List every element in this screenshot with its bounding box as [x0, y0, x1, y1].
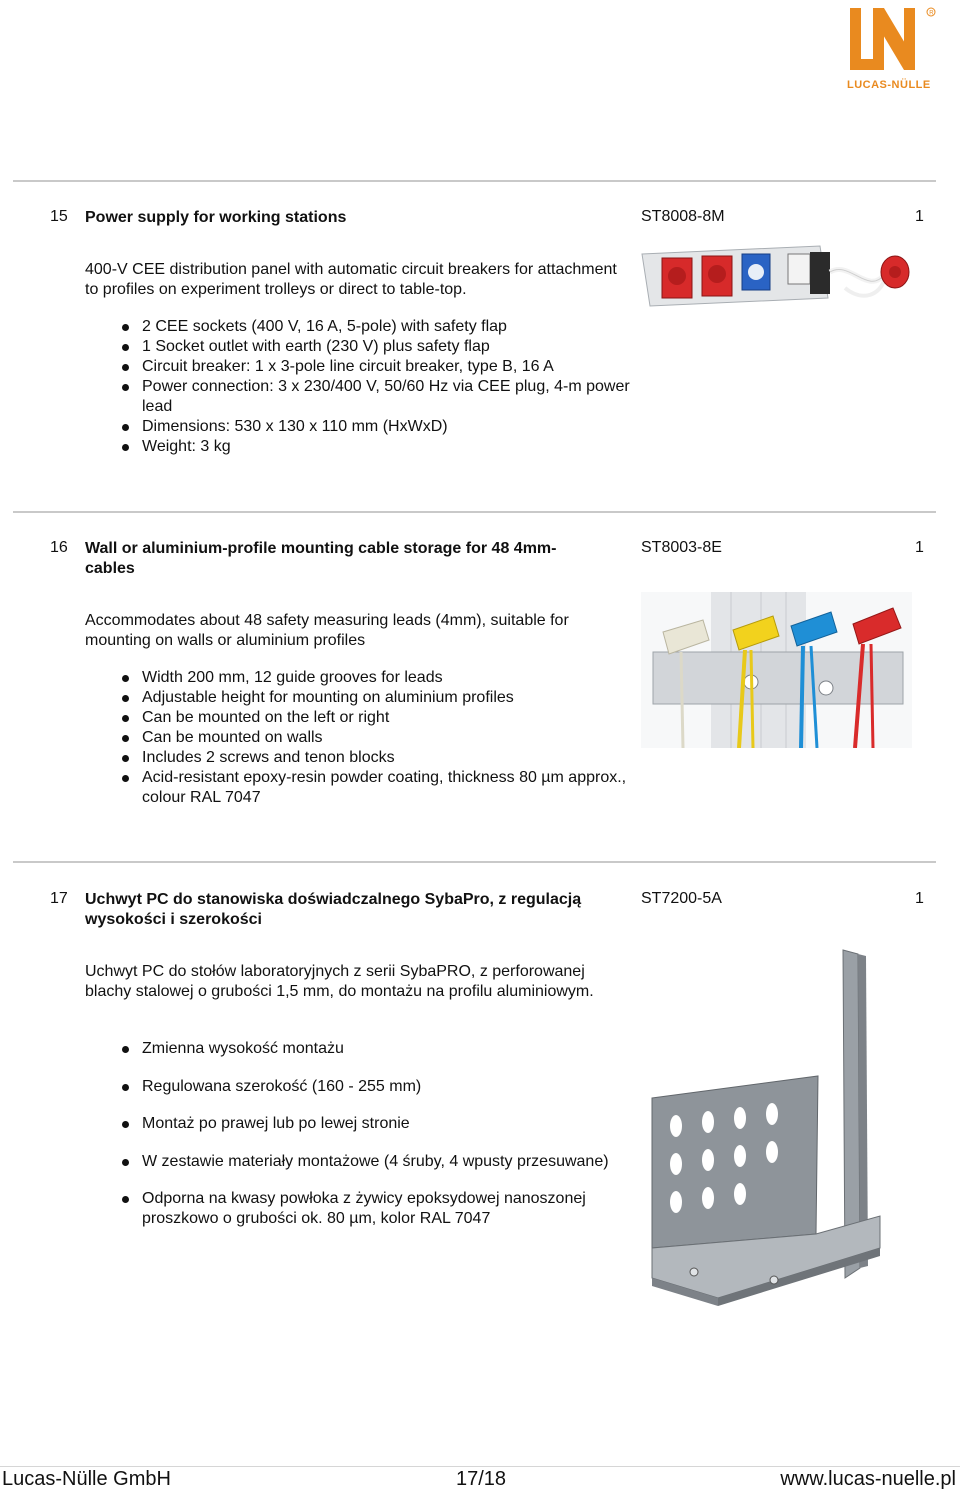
feature-item: Circuit breaker: 1 x 3-pole line circuit breaker, type B, 16 A	[85, 357, 630, 377]
feature-item: Adjustable height for mounting on aluminium profiles	[85, 688, 630, 708]
item-description: Accommodates about 48 safety measuring leads (4mm), suitable for mounting on walls or aluminium profiles	[85, 612, 569, 649]
feature-list	[85, 668, 630, 808]
pc-holder-image	[648, 948, 888, 1308]
logo-caption: LUCAS-NÜLLE	[847, 79, 931, 91]
svg-text:R: R	[929, 10, 934, 17]
feature-item: Includes 2 screws and tenon blocks	[85, 748, 630, 768]
item-title: Wall or aluminium-profile mounting cable storage for 48 4mm-cables	[85, 540, 557, 577]
feature-list	[85, 1039, 630, 1247]
power-distribution-panel-image	[640, 240, 915, 310]
item-title: Power supply for working stations	[85, 209, 347, 226]
feature-item: 1 Socket outlet with earth (230 V) plus safety flap	[85, 337, 630, 357]
section-divider	[13, 511, 936, 513]
feature-item: Acid-resistant epoxy-resin powder coating, thickness 80 µm approx., colour RAL 7047	[85, 768, 630, 808]
feature-list	[85, 317, 630, 457]
feature-item: Regulowana szerokość (160 - 255 mm)	[85, 1077, 630, 1097]
feature-item: Can be mounted on the left or right	[85, 708, 630, 728]
feature-item: Montaż po prawej lub po lewej stronie	[85, 1114, 630, 1134]
item-code: ST8003-8E	[641, 539, 722, 556]
feature-item: Width 200 mm, 12 guide grooves for leads	[85, 668, 630, 688]
item-number: 17	[50, 890, 68, 907]
footer-website: www.lucas-nuelle.pl	[780, 1468, 956, 1490]
item-description: Uchwyt PC do stołów laboratoryjnych z serii SybaPRO, z perforowanej blachy stalowej o grubości 1,5 mm, do montażu na profilu aluminiowym.	[85, 963, 594, 1000]
footer-company: Lucas-Nülle GmbH	[2, 1468, 171, 1490]
cable-storage-image	[641, 592, 912, 748]
footer-page-number: 17/18	[456, 1468, 507, 1490]
feature-item: Can be mounted on walls	[85, 728, 630, 748]
feature-item: Odporna na kwasy powłoka z żywicy epoksydowej nanoszonej proszkowo o grubości ok. 80 µm, kolor RAL 7047	[85, 1189, 630, 1229]
item-description: 400-V CEE distribution panel with automatic circuit breakers for attachment to profiles on experiment trolleys or direct to table-top.	[85, 261, 617, 298]
item-code: ST8008-8M	[641, 208, 725, 225]
item-quantity: 1	[915, 890, 924, 907]
item-quantity: 1	[915, 539, 924, 556]
feature-item: 2 CEE sockets (400 V, 16 A, 5-pole) with safety flap	[85, 317, 630, 337]
feature-item: Zmienna wysokość montażu	[85, 1039, 630, 1059]
item-number: 16	[50, 539, 68, 556]
footer-divider	[0, 1466, 960, 1467]
item-title: Uchwyt PC do stanowiska doświadczalnego SybaPro, z regulacją wysokości i szerokości	[85, 891, 582, 928]
item-code: ST7200-5A	[641, 890, 722, 907]
feature-item: Power connection: 3 x 230/400 V, 50/60 Hz via CEE plug, 4-m power lead	[85, 377, 630, 417]
feature-item: Weight: 3 kg	[85, 437, 630, 457]
feature-item: W zestawie materiały montażowe (4 śruby, 4 wpusty przesuwane)	[85, 1152, 630, 1172]
section-divider	[13, 180, 936, 182]
item-number: 15	[50, 208, 68, 225]
item-quantity: 1	[915, 208, 924, 225]
section-divider	[13, 861, 936, 863]
feature-item: Dimensions: 530 x 130 x 110 mm (HxWxD)	[85, 417, 630, 437]
